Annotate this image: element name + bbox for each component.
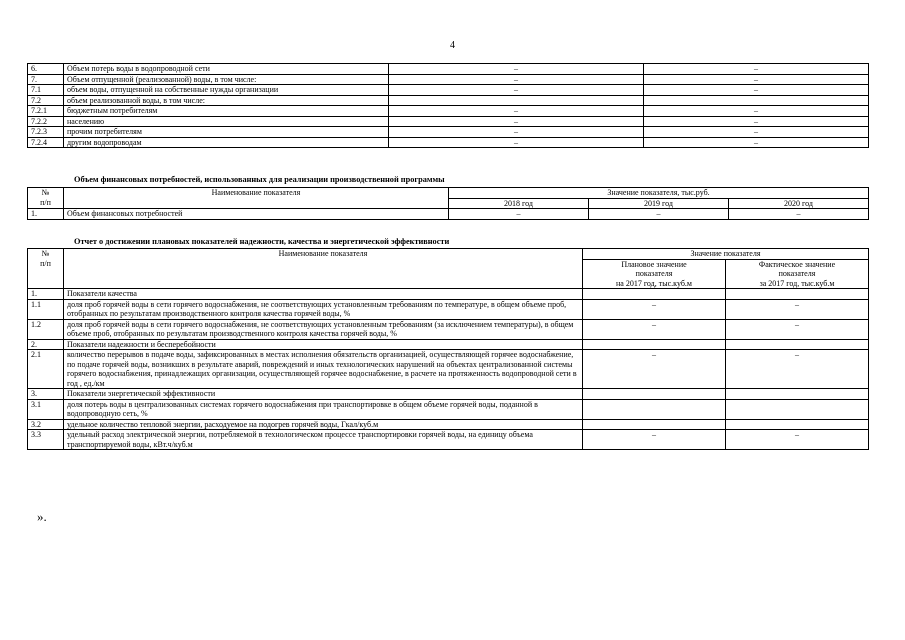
table-row — [28, 299, 869, 319]
closing-quote-mark: ». — [37, 509, 47, 524]
plan-value: – — [583, 430, 726, 450]
report-num-header: № п/п — [28, 249, 64, 289]
plan-value — [583, 339, 726, 350]
plan-value — [583, 389, 726, 400]
indicator-name: бюджетным потребителям — [64, 106, 389, 117]
indicator-value: – — [644, 137, 869, 148]
row-number: 3.1 — [28, 399, 64, 419]
indicator-value: – — [644, 106, 869, 117]
indicator-name: доля потерь воды в централизованных системах горячего водоснабжения при транспортировке в общем объеме горячей воды, поданной в водопроводную сеть, % — [64, 399, 583, 419]
row-number: 1.2 — [28, 319, 64, 339]
table-row — [28, 116, 869, 127]
table-row — [28, 289, 869, 300]
indicator-name: прочим потребителям — [64, 127, 389, 138]
indicator-name: доля проб горячей воды в сети горячего водоснабжения, не соответствующих установленным требованиям по температуре, в общем объеме проб, отобранных по результатам производственного контроля качества горячей воды, % — [64, 299, 583, 319]
fact-value: – — [726, 299, 869, 319]
indicator-value: – — [389, 74, 644, 85]
row-number: 7. — [28, 74, 64, 85]
page-number: 4 — [450, 40, 455, 51]
indicator-name: объем реализованной воды, в том числе: — [64, 95, 389, 106]
financial-table — [27, 187, 869, 220]
table-row — [28, 137, 869, 148]
financial-year-header: 2020 год — [729, 198, 869, 209]
row-number: 1. — [28, 289, 64, 300]
indicator-name: Показатели качества — [64, 289, 583, 300]
table-row — [28, 64, 869, 75]
table-row — [28, 430, 869, 450]
indicator-value: – — [389, 127, 644, 138]
plan-value: – — [583, 350, 726, 389]
row-number: 1.1 — [28, 299, 64, 319]
indicator-name: удельное количество тепловой энергии, расходуемое на подогрев горячей воды, Гкал/куб.м — [64, 419, 583, 430]
plan-value: – — [583, 299, 726, 319]
row-number: 3.3 — [28, 430, 64, 450]
report-fact-header: Фактическое значение показателя за 2017 год, тыс.куб.м — [726, 259, 869, 289]
plan-value — [583, 419, 726, 430]
row-number: 7.2.1 — [28, 106, 64, 117]
row-number: 2.1 — [28, 350, 64, 389]
financial-value: – — [449, 209, 589, 220]
indicator-value: – — [389, 116, 644, 127]
indicator-name: доля проб горячей воды в сети горячего водоснабжения, не соответствующих установленным требованиям (за исключением температуры), в общем объеме проб, отобранных по результатам производственного контроля качества горячей воды, % — [64, 319, 583, 339]
row-number: 7.1 — [28, 85, 64, 96]
financial-value: – — [729, 209, 869, 220]
row-number: 7.2.4 — [28, 137, 64, 148]
indicator-value: – — [389, 137, 644, 148]
indicator-name: удельный расход электрической энергии, потребляемой в технологическом процессе транспортировки горячей воды, на единицу объема транспортируемой воды, кВт.ч/куб.м — [64, 430, 583, 450]
fact-value: – — [726, 319, 869, 339]
table-row — [28, 419, 869, 430]
row-number: 1. — [28, 209, 64, 220]
indicator-value: – — [389, 64, 644, 75]
row-number: 2. — [28, 339, 64, 350]
indicator-name: другим водопроводам — [64, 137, 389, 148]
financial-num-header: № п/п — [28, 188, 64, 209]
fact-value — [726, 289, 869, 300]
report-table — [27, 248, 869, 450]
financial-name-header: Наименование показателя — [64, 188, 449, 209]
indicator-value: – — [644, 74, 869, 85]
report-plan-header: Плановое значение показателя на 2017 год, тыс.куб.м — [583, 259, 726, 289]
indicator-name: объем воды, отпущенной на собственные нужды организации — [64, 85, 389, 96]
table-row — [28, 319, 869, 339]
table-row — [28, 95, 869, 106]
table-row — [28, 350, 869, 389]
indicator-value: – — [389, 85, 644, 96]
indicator-value: – — [644, 85, 869, 96]
indicator-name: Объем отпущенной (реализованной) воды, в том числе: — [64, 74, 389, 85]
plan-value: – — [583, 319, 726, 339]
indicator-name: Показатели энергетической эффективности — [64, 389, 583, 400]
water-volume-table — [27, 63, 869, 148]
table-row — [28, 106, 869, 117]
report-table-title: Отчет о достижении плановых показателей надежности, качества и энергетической эффективности — [74, 237, 450, 246]
plan-value — [583, 399, 726, 419]
table-row — [28, 74, 869, 85]
row-number: 7.2.2 — [28, 116, 64, 127]
indicator-value — [389, 95, 644, 106]
indicator-value — [644, 95, 869, 106]
fact-value: – — [726, 350, 869, 389]
row-number: 3. — [28, 389, 64, 400]
financial-value-header: Значение показателя, тыс.руб. — [449, 188, 869, 199]
indicator-value: – — [644, 64, 869, 75]
row-number: 6. — [28, 64, 64, 75]
report-name-header: Наименование показателя — [64, 249, 583, 289]
table-row — [28, 389, 869, 400]
financial-year-header: 2018 год — [449, 198, 589, 209]
indicator-value: – — [389, 106, 644, 117]
indicator-name: Объем финансовых потребностей — [64, 209, 449, 220]
row-number: 3.2 — [28, 419, 64, 430]
fact-value — [726, 399, 869, 419]
report-value-header: Значение показателя — [583, 249, 869, 260]
indicator-name: Показатели надежности и бесперебойности — [64, 339, 583, 350]
table-row — [28, 85, 869, 96]
fact-value — [726, 339, 869, 350]
row-number: 7.2 — [28, 95, 64, 106]
financial-table-title: Объем финансовых потребностей, использованных для реализации производственной программы — [74, 175, 445, 184]
indicator-name: Объем потерь воды в водопроводной сети — [64, 64, 389, 75]
financial-value: – — [589, 209, 729, 220]
indicator-name: количество перерывов в подаче воды, зафиксированных в местах исполнения обязательств организацией, осуществляющей горячее водоснабжение, по подаче горячей воды, возникших в результате аварий, повреждений и иных технологических нарушений на объектах централизованной системы горячего водоснабжения, принадлежащих организации, осуществляющей горячее водоснабжение, в расчете на протяженность водопроводной сети в год , ед./км — [64, 350, 583, 389]
table-row — [28, 339, 869, 350]
fact-value: – — [726, 430, 869, 450]
row-number: 7.2.3 — [28, 127, 64, 138]
indicator-value: – — [644, 127, 869, 138]
fact-value — [726, 389, 869, 400]
financial-year-header: 2019 год — [589, 198, 729, 209]
indicator-value: – — [644, 116, 869, 127]
indicator-name: населению — [64, 116, 389, 127]
table-row — [28, 127, 869, 138]
table-row — [28, 399, 869, 419]
fact-value — [726, 419, 869, 430]
table-row — [28, 209, 869, 220]
plan-value — [583, 289, 726, 300]
